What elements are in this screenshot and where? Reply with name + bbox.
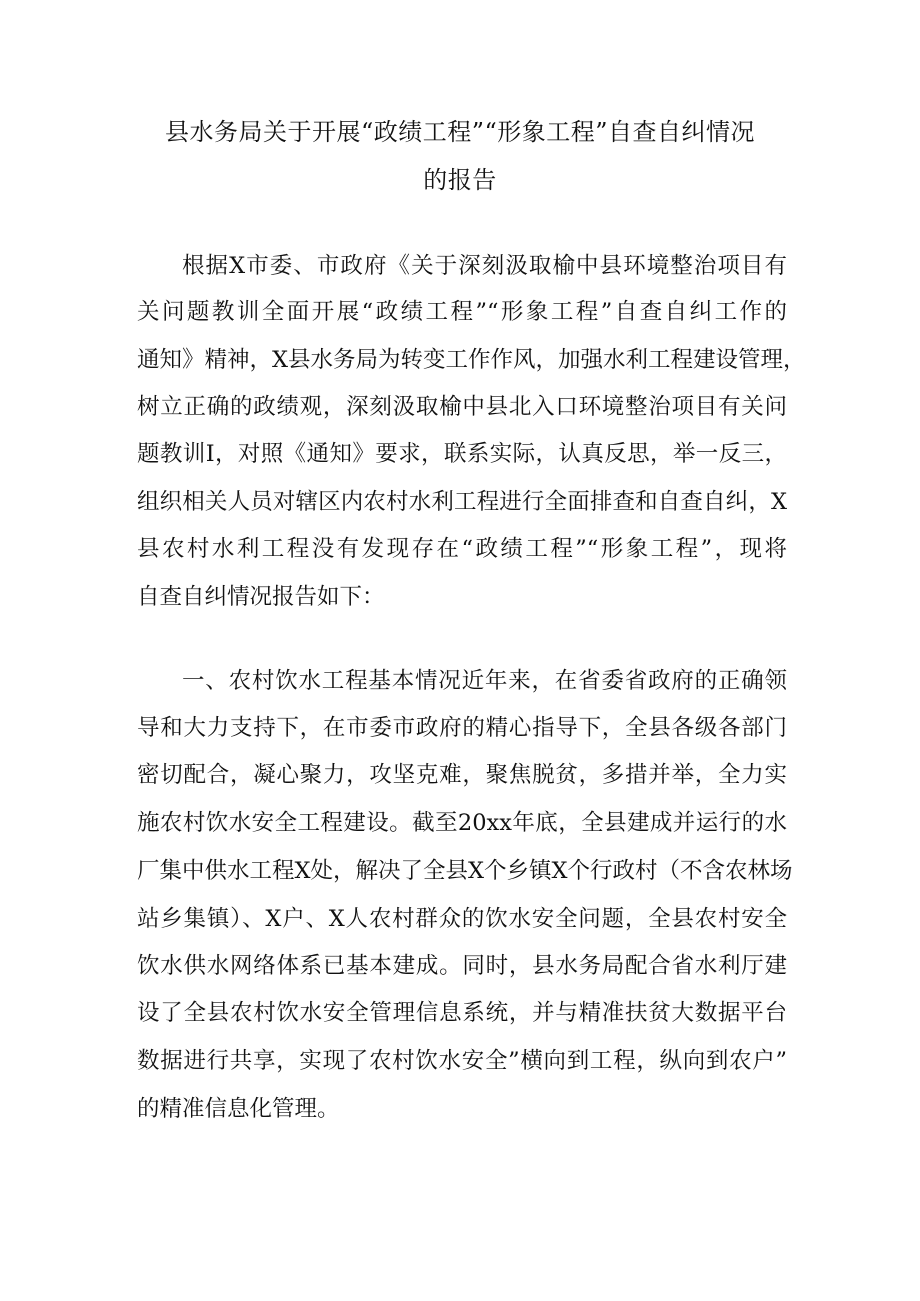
paragraph-line: 施农村饮水安全工程建设。截至20xx年底，全县建成并运行的水 [137,810,787,836]
paragraph-line: 密切配合，凝心聚力，攻坚克难，聚焦脱贫，多措并举，全力实 [137,762,787,788]
paragraph-line: 厂集中供水工程X处，解决了全县X个乡镇X个行政村（不含农林场 [137,858,793,884]
paragraph-line: 饮水供水网络体系已基本建成。同时，县水务局配合省水利厅建 [137,953,787,979]
paragraph-line: 自查自纠情况报告如下： [137,584,385,610]
document-title-line-1: 县水务局关于开展“政绩工程”“形象工程”自查自纠情况 [164,118,756,146]
paragraph-line: 关问题教训全面开展“政绩工程”“形象工程”自查自纠工作的 [137,299,787,325]
paragraph-line: 树立正确的政绩观，深刻汲取榆中县北入口环境整治项目有关问 [137,394,787,420]
paragraph-line: 一、农村饮水工程基本情况近年来，在省委省政府的正确领 [182,668,787,694]
paragraph-line: 根据X市委、市政府《关于深刻汲取榆中县环境整治项目有 [182,253,787,279]
paragraph-line: 组织相关人员对辖区内农村水利工程进行全面排查和自查自纠，X [137,489,787,515]
paragraph-line: 的精准信息化管理。 [137,1096,340,1122]
document-title-line-2: 的报告 [423,166,497,194]
paragraph-line: 通知》精神，X县水务局为转变工作作风，加强水利工程建设管理， [137,347,806,373]
paragraph-line: 题教训I，对照《通知》要求，联系实际，认真反思，举一反三， [137,441,787,467]
paragraph-line: 站乡集镇）、X户、X人农村群众的饮水安全问题，全县农村安全 [137,906,787,932]
paragraph-line: 设了全县农村饮水安全管理信息系统，并与精准扶贫大数据平台 [137,1000,787,1026]
paragraph-line: 数据进行共享，实现了农村饮水安全”横向到工程，纵向到农户” [137,1048,787,1074]
paragraph-line: 导和大力支持下，在市委市政府的精心指导下，全县各级各部门 [137,715,787,741]
paragraph-line: 县农村水利工程没有发现存在“政绩工程”“形象工程”，现将 [137,536,787,562]
